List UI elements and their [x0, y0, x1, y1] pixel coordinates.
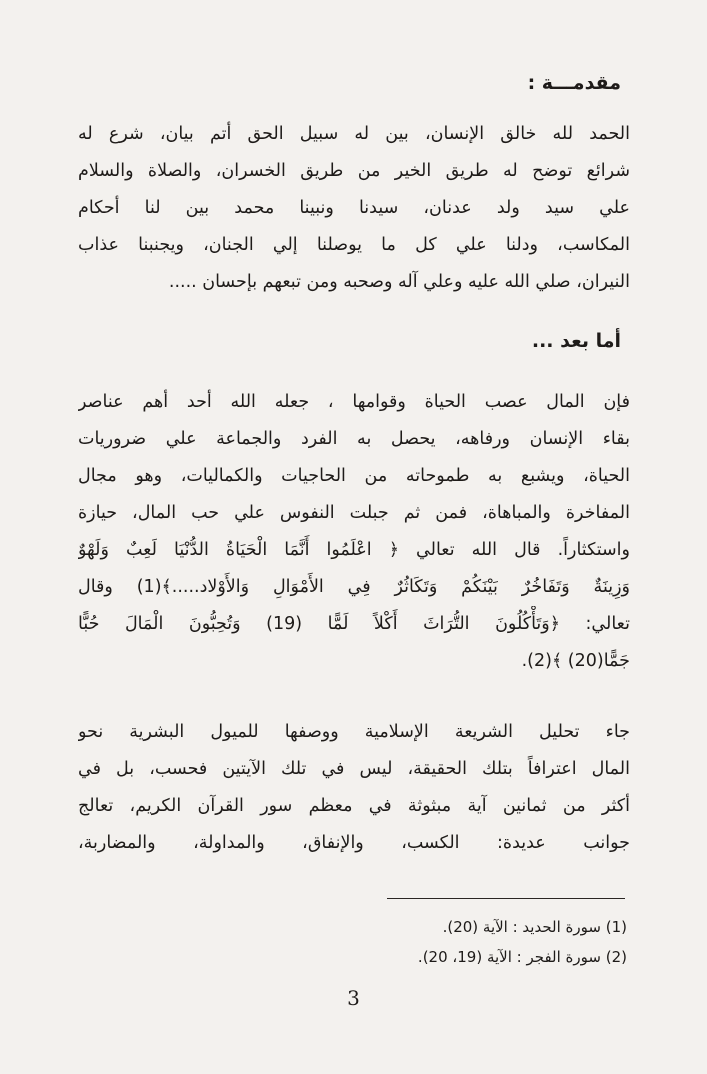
- text-line: المال اعترافاً بتلك الحقيقة، ليس في تلك الآيتين فحسب، بل في: [78, 759, 630, 779]
- text-line: الحياة، ويشبع به طموحاته من الحاجيات والكماليات، وهو مجال: [78, 466, 630, 486]
- text-line: فإن المال عصب الحياة وقوامها ، جعله الله أحد أهم عناصر: [78, 392, 630, 412]
- quran-verse-line: جَمًّا(20) ﴾(2).: [521, 651, 630, 671]
- text-line: المكاسب، ودلنا علي كل ما يوصلنا إلي الجنان، ويجنبنا عذاب: [78, 235, 630, 255]
- footnote: (1) سورة الحديد : الآية (20).: [442, 918, 627, 936]
- quran-verse-line: تعالي: ﴿وَتَأْكُلُونَ التُّرَاثَ أَكْلاً لَمًّا (19) وَتُحِبُّونَ الْمَالَ حُبًّا: [78, 614, 630, 634]
- intro-paragraph: [78, 116, 630, 301]
- footnotes: [267, 912, 627, 972]
- text-line: جوانب عديدة: الكسب، والإنفاق، والمداولة، والمضاربة،: [78, 833, 630, 853]
- introduction-heading: مقدمـــة :: [527, 72, 621, 94]
- text-line: النيران، صلي الله عليه وعلي آله وصحبه ومن تبعهم بإحسان .....: [168, 272, 630, 292]
- text-line: الحمد لله خالق الإنسان، بين له سبيل الحق أتم بيان، شرع له: [78, 124, 630, 144]
- text-line: المفاخرة والمباهاة، فمن ثم جبلت النفوس علي حب المال، حيازة: [78, 503, 630, 523]
- text-line: شرائع توضح له طريق الخير من طريق الخسران، والصلاة والسلام: [78, 161, 630, 181]
- quran-verse-line: واستكثاراً. قال الله تعالي ﴿ اعْلَمُوا أَنَّمَا الْحَيَاةُ الدُّنْيَا لَعِبٌ وَلَهْوٌ: [78, 540, 630, 560]
- page-number: 3: [347, 986, 360, 1010]
- text-line: علي سيد ولد عدنان، سيدنا ونبينا محمد بين لنا أحكام: [78, 198, 630, 218]
- body-paragraph: [78, 384, 630, 680]
- text-line: بقاء الإنسان ورفاهه، يحصل به الفرد والجماعة علي ضروريات: [78, 429, 630, 449]
- transition-heading: أما بعد ...: [531, 330, 621, 352]
- footnote-divider: [387, 898, 625, 899]
- text-line: جاء تحليل الشريعة الإسلامية ووصفها للميول البشرية نحو: [78, 722, 630, 742]
- quran-verse-line: وَزِينَةٌ وَتَفَاخُرٌ بَيْنَكُمْ وَتَكَاثُرٌ فِي الأَمْوَالِ وَالأَوْلاد.....﴾(1) وقال: [78, 577, 630, 597]
- footnote: (2) سورة الفجر : الآية (19، 20).: [417, 948, 627, 966]
- text-line: أكثر من ثمانين آية مبثوثة في معظم سور القرآن الكريم، تعالج: [78, 796, 630, 816]
- closing-paragraph: [78, 714, 630, 862]
